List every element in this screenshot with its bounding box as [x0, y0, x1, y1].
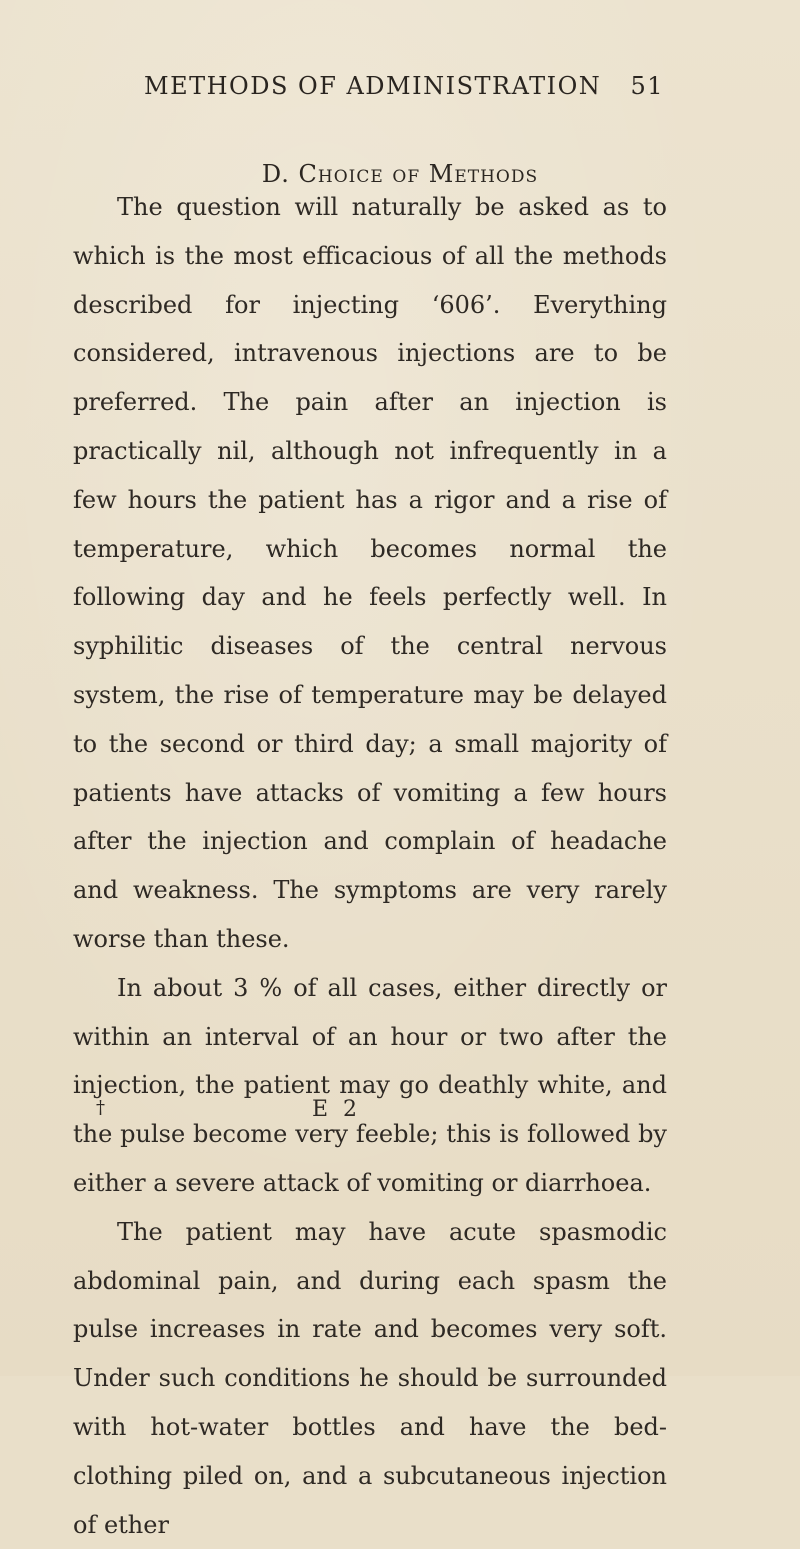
paragraph: In about 3 % of all cases, either directly or within an interval of an hour or two after the injection, the patient may go deathly white, and the pulse become very feeble; this is followed by either a severe attack of vomiting or diarrhoea. — [73, 973, 667, 1197]
page-footer — [96, 1097, 656, 1137]
running-head: METHODS OF ADMINISTRATION — [144, 72, 602, 100]
dagger-mark: † — [96, 1097, 105, 1118]
page-header — [144, 72, 664, 112]
section-title: D. Choice of Methods — [261, 160, 539, 188]
body-text — [73, 183, 667, 1549]
paragraph: The question will naturally be asked as to which is the most efficacious of all the methods described for injecting ‘606’. Everything considered, intravenous injections are to be preferred. The pain after an injection is practically nil, although not infrequently in a few hours the patient has a rigor and a rise of temperature, which becomes normal the following day and he feels perfectly well. In syphilitic diseases of the central nervous system, the rise of temperature may be delayed to the second or third day; a small majority of patients have attacks of vomiting a few hours after the injection and complain of headache and weakness. The symptoms are very rarely worse than these. — [73, 193, 667, 953]
page-number: 51 — [630, 72, 664, 100]
signature-mark: E 2 — [312, 1097, 362, 1122]
paragraph: The patient may have acute spasmodic abdominal pain, and during each spasm the pulse increases in rate and becomes very soft. Under such conditions he should be surrounded with hot-water bottles and have the bed-clothing piled on, and a subcutaneous injection of ether — [73, 1217, 667, 1539]
